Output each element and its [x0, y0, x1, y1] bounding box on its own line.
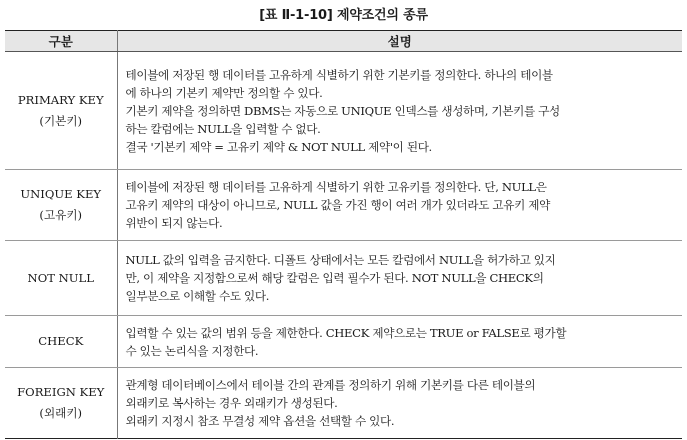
description-line: 수 있는 논리식을 지정한다.: [125, 343, 259, 358]
constraint-name: CHECK: [38, 334, 84, 348]
table-row-primary-key: [5, 52, 682, 170]
table-row-check: [5, 316, 682, 368]
constraint-korean-name: (기본키): [39, 113, 83, 128]
constraint-description-cell: [117, 241, 682, 316]
constraint-description-cell: [117, 316, 682, 368]
description-line: 테이블에 저장된 행 데이터를 고유하게 식별하기 위한 기본키를 정의한다. 하나의 테이블: [125, 67, 553, 82]
description-line: 만, 이 제약을 지정함으로써 해당 칼럼은 입력 필수가 된다. NOT NULL을 CHECK의: [125, 271, 544, 285]
description-line: 일부분으로 이해할 수도 있다.: [125, 289, 270, 303]
table-header-row: [5, 31, 682, 52]
table-row-foreign-key: [5, 368, 682, 439]
constraint-korean-name: (고유키): [39, 208, 83, 222]
description-line: 관계형 데이터베이스에서 테이블 간의 관계를 정의하기 위해 기본키를 다른 테이블의: [125, 378, 536, 392]
description-line: 입력할 수 있는 값의 범위 등을 제한한다. CHECK 제약으로는 TRUE or FALSE로 평가할: [125, 325, 567, 340]
table-caption: [표 Ⅱ-1-10] 제약조건의 종류: [259, 8, 428, 23]
constraint-type-cell: [5, 241, 117, 316]
constraint-description-cell: [117, 170, 682, 241]
header-description: 설명: [117, 31, 682, 52]
description-line: 고유키 제약의 대상이 아니므로, NULL 값을 가진 행이 여러 개가 있더라도 고유키 제약: [125, 198, 550, 212]
description-line: NULL 값의 입력을 금지한다. 디폴트 상태에서는 모든 칼럼에서 NULL을 허가하고 있지: [125, 253, 556, 267]
constraint-type-cell: [5, 316, 117, 368]
constraint-name: UNIQUE KEY: [20, 187, 102, 201]
description-line: 하는 칼럼에는 NULL을 입력할 수 없다.: [125, 121, 321, 136]
constraint-type-cell: [5, 368, 117, 439]
description-line: 외래키로 복사하는 경우 외래키가 생성된다.: [125, 396, 338, 410]
constraint-korean-name: (외래키): [39, 406, 83, 420]
constraint-types-table: [5, 30, 682, 439]
constraint-type-cell: [5, 52, 117, 170]
description-line: 결국 '기본키 제약 = 고유키 제약 & NOT NULL 제약'이 된다.: [125, 139, 432, 154]
constraint-description-cell: [117, 52, 682, 170]
table-row-unique-key: [5, 170, 682, 241]
description-line: 위반이 되지 않는다.: [125, 216, 223, 230]
description-line: 테이블에 저장된 행 데이터를 고유하게 식별하기 위한 고유키를 정의한다. 단, NULL은: [125, 180, 547, 194]
table-row-not-null: [5, 241, 682, 316]
description-line: 외래키 지정시 참조 무결성 제약 옵션을 선택할 수 있다.: [125, 414, 395, 428]
constraint-name: PRIMARY KEY: [17, 92, 104, 107]
constraint-type-cell: [5, 170, 117, 241]
constraint-name: NOT NULL: [27, 270, 94, 285]
constraint-name: FOREIGN KEY: [17, 385, 105, 399]
constraint-description-cell: [117, 368, 682, 439]
header-type: 구분: [5, 31, 117, 52]
description-line: 에 하나의 기본키 제약만 정의할 수 있다.: [125, 85, 323, 100]
description-line: 기본키 제약을 정의하면 DBMS는 자동으로 UNIQUE 인덱스를 생성하며, 기본키를 구성: [125, 103, 560, 118]
